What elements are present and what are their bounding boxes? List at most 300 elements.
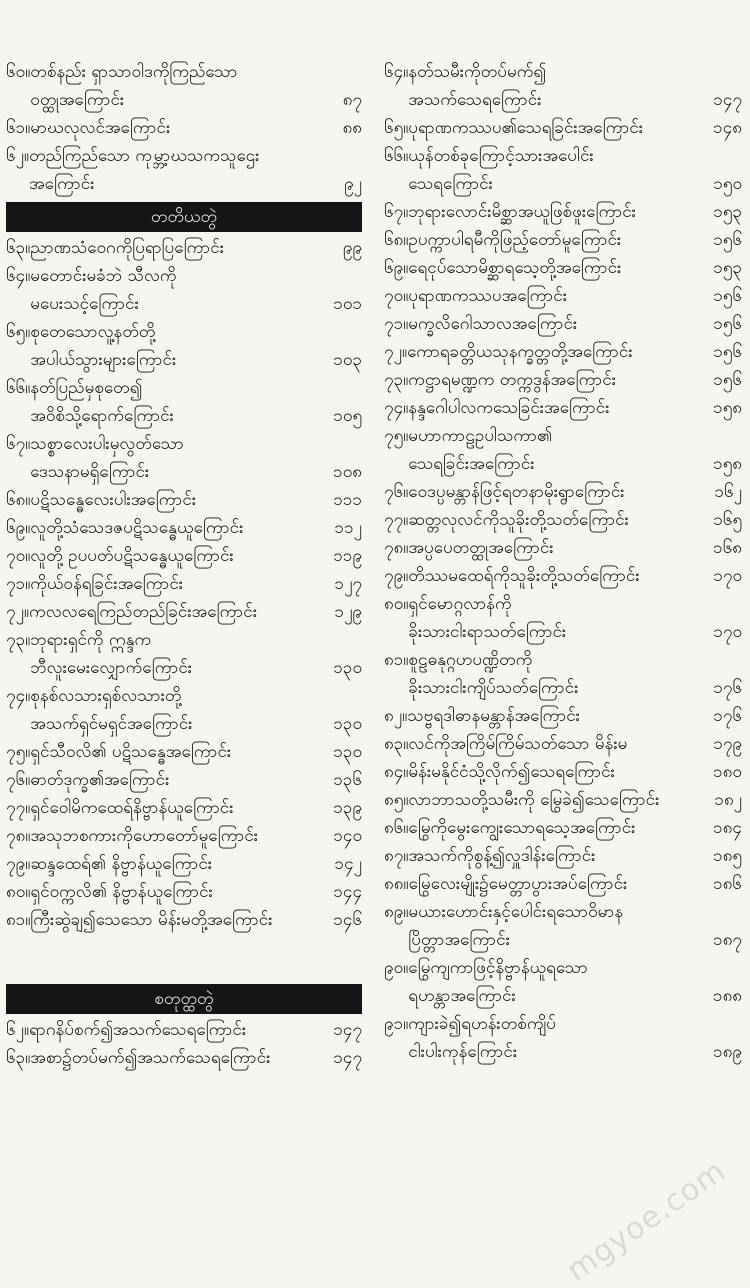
entry-page-number: ၁၈၇ (713, 930, 742, 950)
entry-body (30, 878, 362, 906)
entry-title: ဓာတ်ဒုက္ခ၏အကြောင်း (30, 770, 170, 790)
toc-entry (384, 366, 742, 394)
entry-line (30, 570, 362, 598)
entry-page-number: ၉၂ (344, 174, 362, 194)
entry-page-number: ၁၃၆ (333, 770, 362, 790)
entry-title: မတောင်းမခံဘဲ သီလကို (30, 266, 177, 286)
entry-body (30, 626, 362, 682)
entry-title: သစ္စာလေးပါးမှလွတ်သော (30, 434, 184, 454)
entry-page-number: ၁၁၁ (333, 490, 362, 510)
entry-body (30, 1044, 362, 1072)
entry-number: ၈၉။ (384, 902, 409, 922)
entry-page-number: ၉၉ (342, 238, 362, 258)
toc-entry (384, 478, 742, 506)
entry-title: အပါယ်သွားများကြောင်း (30, 350, 177, 370)
entry-body (29, 142, 362, 198)
entry-number: ၈၀။ (384, 594, 409, 614)
entry-body (30, 58, 362, 114)
entry-line (408, 786, 742, 814)
entry-number: ၇၄။ (384, 398, 409, 418)
entry-number: ၆၂။ (6, 146, 30, 166)
toc-entry (6, 850, 362, 878)
entry-line (30, 626, 362, 654)
entry-body (30, 822, 362, 850)
toc-entry (6, 822, 362, 850)
entry-line (30, 682, 362, 710)
entry-number: ၇၉။ (6, 854, 31, 874)
toc-entry (6, 1044, 362, 1072)
entry-number: ၆၄။ (6, 266, 31, 286)
entry-title: ပြိတ္တာအကြောင်း (408, 930, 510, 950)
entry-page-number: ၁၄၄ (333, 882, 362, 902)
toc-entry (384, 198, 742, 226)
toc-entry (6, 318, 362, 374)
entry-page-number: ၁၈၅ (713, 846, 742, 866)
toc-entry (384, 758, 742, 786)
entry-body (409, 870, 742, 898)
entry-body (408, 254, 742, 282)
entry-page-number: ၁၁၂ (334, 518, 362, 538)
toc-entry (6, 906, 362, 934)
toc-entry (384, 506, 742, 534)
entry-title: ဆန္ဒထေရ်၏ နိဗ္ဗာန်ယူကြောင်း (30, 854, 213, 874)
entry-line (408, 226, 742, 254)
entry-title: အဝိစိသို့ရောက်ကြောင်း (30, 406, 174, 426)
entry-title: ရှင်ဝက္ကလိ၏ နိဗ္ဗာန်ယူကြောင်း (30, 882, 213, 902)
entry-page-number: ၁၃၀ (333, 742, 362, 762)
entry-number: ၇၃။ (6, 630, 31, 650)
entry-number: ၇၀။ (384, 286, 409, 306)
toc-entry (6, 878, 362, 906)
entry-page-number: ၁၁၉ (333, 546, 362, 566)
entry-title: မြွေလေးမျိုး၌မေတ္တာပွားအပ်ကြောင်း (408, 874, 628, 894)
entry-number: ၆၈။ (6, 490, 31, 510)
entry-line (408, 590, 742, 618)
entry-title: မြွေကိုမွေးကျွေးသောရသေ့အကြောင်း (408, 818, 636, 838)
entry-body (30, 234, 362, 262)
toc-entry (384, 842, 742, 870)
entry-body (30, 374, 362, 430)
toc-entry (384, 814, 742, 842)
entry-title: နတ်ပြည်မှစုတေ၍ (30, 378, 143, 398)
entry-line (407, 702, 742, 730)
entry-number: ၈၄။ (384, 762, 409, 782)
entry-title: တည်ကြည်သော ကုမ္ဘာ့ဃသကသူဌေး (29, 146, 260, 166)
entry-line (30, 514, 362, 542)
entry-line (408, 170, 742, 198)
entry-title: ဆတ္တလုလင်ကိုသူခိုးတို့သတ်ကြောင်း (408, 510, 629, 530)
entry-title: ဥပက္ကာပါရမီကိုဖြည့်တော်မူကြောင်း (408, 230, 622, 250)
toc-entry (6, 598, 362, 626)
entry-number: ၆၄။ (384, 62, 409, 82)
entry-number: ၇၄။ (6, 686, 31, 706)
toc-entry (6, 486, 362, 514)
entry-line (30, 430, 362, 458)
entry-body (408, 730, 742, 758)
entry-line (408, 198, 742, 226)
entry-page-number: ၁၈၄ (713, 818, 742, 838)
entry-title: အသုဘစကားကိုဟောတော်မူကြောင်း (30, 826, 259, 846)
entry-line (30, 374, 362, 402)
toc-entry (6, 514, 362, 542)
entry-title: လာဘာသတို့သမီးကို မြွေခဲ၍သေကြောင်း (408, 790, 660, 810)
entry-line (29, 1016, 362, 1044)
entry-body (29, 1016, 362, 1044)
entry-number: ၆၁။ (6, 118, 31, 138)
entry-number: ၇၀။ (6, 546, 31, 566)
entry-body (408, 646, 742, 702)
entry-line (30, 262, 362, 290)
entry-line (408, 478, 742, 506)
toc-entry (384, 338, 742, 366)
toc-entry (6, 794, 362, 822)
entry-line (408, 58, 742, 86)
entry-title: သေရကြောင်း (408, 174, 493, 194)
entry-page-number: ၁၅၆ (713, 314, 742, 334)
entry-line (408, 926, 742, 954)
entry-body (30, 114, 362, 142)
entry-number: ၇၂။ (6, 602, 30, 622)
entry-line (30, 878, 362, 906)
contents-group-2 (6, 234, 362, 934)
entry-page-number: ၁၄၇ (333, 1020, 362, 1040)
entry-body (408, 422, 742, 478)
entry-title: ရဟန္တာအကြောင်း (408, 986, 516, 1006)
entry-line (408, 254, 742, 282)
entry-title: စုတေသောလူ့နတ်တို့ (30, 322, 156, 342)
entry-number: ၇၁။ (6, 574, 31, 594)
entry-title: ပုရာဏကဿပ၏သေရခြင်းအကြောင်း (408, 118, 644, 138)
entry-body (30, 570, 362, 598)
entry-line (408, 982, 742, 1010)
entry-page-number: ၁၇၆ (713, 678, 742, 698)
entry-page-number: ၁၃၉ (333, 798, 362, 818)
entry-body (408, 954, 742, 1010)
toc-entry (6, 142, 362, 198)
entry-title: အစာ၌တပ်မက်၍အသက်သေရကြောင်း (30, 1048, 271, 1068)
entry-title: ကောရခတ္တိယသုနက္ခတ္တတို့အကြောင်း (407, 342, 633, 362)
toc-entry (384, 422, 742, 478)
entry-number: ၆၇။ (6, 434, 31, 454)
entry-line (408, 86, 742, 114)
entry-line (408, 366, 742, 394)
entry-title: ကြီးဆွဲချ၍သေသော မိန်းမတို့အကြောင်း (30, 910, 273, 930)
entry-body (408, 142, 742, 198)
entry-line (30, 906, 362, 934)
toc-entry (384, 702, 742, 730)
entry-line (408, 114, 742, 142)
toc-entry (6, 430, 362, 486)
entry-body (408, 786, 742, 814)
entry-page-number: ၁၀၈ (333, 462, 362, 482)
entry-number: ၆၆။ (384, 146, 409, 166)
entry-title: ရှင်သီဝလိ၏ ပဋိသန္ဓေအကြောင်း (30, 742, 232, 762)
entry-line (408, 842, 742, 870)
right-column (384, 58, 742, 1066)
entry-body (408, 842, 742, 870)
entry-page-number: ၁၅၀ (713, 174, 742, 194)
entry-title: ဝေဒပ္ပမန္တာန်ဖြင့်ရတနာမိုးရွာကြောင်း (408, 482, 625, 502)
entry-page-number: ၁၅၈ (713, 454, 742, 474)
entry-title: ရှင်မောဂ္ဂလာန်ကို (408, 594, 512, 614)
entry-title: ညာဏသံဝေဂကိုပြရာပြကြောင်း (30, 238, 225, 258)
entry-number: ၇၈။ (6, 826, 31, 846)
entry-body (30, 766, 362, 794)
entry-line (30, 822, 362, 850)
entry-title: အသက်သေရကြောင်း (408, 90, 542, 110)
entry-title: ဝတ္ထုအကြောင်း (30, 90, 125, 110)
entry-title: ဘီလူးမေးလျှောက်ကြောင်း (30, 658, 193, 678)
entry-page-number: ၁၂၉ (334, 602, 362, 622)
entry-line (30, 234, 362, 262)
entry-body (30, 738, 362, 766)
entry-number: ၈၅။ (384, 790, 409, 810)
watermark: mgyoe.com (560, 1153, 732, 1288)
entry-number: ၈၂။ (384, 706, 408, 726)
toc-entry (6, 234, 362, 262)
toc-entry (384, 954, 742, 1010)
entry-line (30, 710, 362, 738)
entry-number: ၇၂။ (384, 342, 408, 362)
entry-body (408, 814, 742, 842)
entry-title: လင်ကိုအကြိမ်ကြိမ်သတ်သော မိန်းမ (408, 734, 628, 754)
entry-title: ဒေသနာမရှိကြောင်း (30, 462, 150, 482)
entry-number: ၈၇။ (384, 846, 409, 866)
entry-line (30, 458, 362, 486)
entry-number: ၇၆။ (6, 770, 31, 790)
entry-line (30, 654, 362, 682)
entry-title: တိဿမထေရ်ကိုသူခိုးတို့သတ်ကြောင်း (408, 566, 640, 586)
entry-number: ၆၈။ (384, 230, 409, 250)
entry-line (30, 86, 362, 114)
entry-page-number: ၁၃၀ (333, 714, 362, 734)
toc-entry (6, 58, 362, 114)
toc-entry (6, 766, 362, 794)
entry-line (408, 814, 742, 842)
entry-title: ယုန်တစ်ခုကြောင့်သားအပေါင်း (408, 146, 594, 166)
entry-title: အသက်ရှင်မရှင်အကြောင်း (30, 714, 193, 734)
entry-body (30, 794, 362, 822)
entry-body (408, 114, 742, 142)
entry-body (30, 542, 362, 570)
entry-page-number: ၁၈၂ (714, 790, 742, 810)
entry-body (30, 514, 362, 542)
entry-line (30, 114, 362, 142)
entry-page-number: ၁၅၆ (713, 342, 742, 362)
entry-number: ၆၉။ (384, 258, 409, 278)
entry-number: ၆၇။ (384, 202, 409, 222)
entry-number: ၈၈။ (384, 874, 409, 894)
entry-line (408, 674, 742, 702)
entry-number: ၆၆။ (6, 378, 31, 398)
entry-title: ပုရာဏကဿပအကြောင်း (408, 286, 568, 306)
entry-line (30, 1044, 362, 1072)
entry-title: သဗ္ဗရဒါဓာနမန္တာန်အကြောင်း (407, 706, 580, 726)
entry-body (408, 534, 742, 562)
entry-page-number: ၁၃၀ (333, 658, 362, 678)
entry-line (408, 1038, 742, 1066)
entry-page-number: ၁၇၆ (713, 706, 742, 726)
toc-entry (384, 226, 742, 254)
left-column (6, 58, 362, 1072)
entry-line (408, 954, 742, 982)
entry-number: ၇၇။ (6, 798, 31, 818)
entry-page-number: ၁၈၆ (713, 874, 742, 894)
entry-number: ၉၁။ (384, 1014, 409, 1034)
entry-page-number: ၁၆၂ (714, 482, 742, 502)
entry-number: ၇၅။ (6, 742, 31, 762)
entry-body (408, 58, 742, 114)
entry-page-number: ၁၇၉ (713, 734, 742, 754)
entry-body (408, 898, 742, 954)
entry-page-number: ၁၇၀ (713, 622, 742, 642)
entry-body (408, 590, 742, 646)
entry-line (408, 506, 742, 534)
entry-number: ၈၀။ (6, 882, 31, 902)
entry-page-number: ၁၆၅ (713, 510, 742, 530)
toc-entry (384, 870, 742, 898)
toc-entry (384, 254, 742, 282)
toc-entry (6, 1016, 362, 1044)
entry-line (30, 290, 362, 318)
entry-body (30, 906, 362, 934)
entry-number: ၈၃။ (384, 734, 409, 754)
entry-title: လူတို့ ဥပပတ်ပဋိသန္ဓေယူကြောင်း (30, 546, 234, 566)
entry-body (408, 366, 742, 394)
entry-body (408, 282, 742, 310)
entry-title: မာဃလုလင်အကြောင်း (30, 118, 171, 138)
entry-page-number: ၁၅၆ (713, 286, 742, 306)
toc-entry (6, 626, 362, 682)
entry-page-number: ၁၄၆ (333, 910, 362, 930)
entry-title: ကိုယ်ဝန်ရခြင်းအကြောင်း (30, 574, 184, 594)
section-header-fourth-volume: စတုတ္ထတွဲ (6, 984, 362, 1014)
toc-entry (6, 542, 362, 570)
entry-number: ၆၂။ (6, 1020, 30, 1040)
entry-line (408, 422, 742, 450)
entry-body (408, 506, 742, 534)
entry-page-number: ၁၈၈ (713, 986, 742, 1006)
entry-line (30, 766, 362, 794)
entry-page-number: ၁၀၃ (333, 350, 362, 370)
entry-line (29, 598, 362, 626)
entry-page-number: ၁၄၂ (334, 854, 362, 874)
entry-page-number: ၈၇ (342, 90, 362, 110)
entry-title: အပ္ပပေတတ္ထုအကြောင်း (408, 538, 554, 558)
entry-number: ၉၀။ (384, 958, 409, 978)
entry-number: ၈၁။ (384, 650, 409, 670)
entry-line (408, 310, 742, 338)
toc-entry (384, 730, 742, 758)
entry-line (407, 338, 742, 366)
entry-title: လူတို့သံသေဒဇပဋိသန္ဓေယူကြောင်း (30, 518, 244, 538)
entry-title: ကလလရေကြည်တည်ခြင်းအကြောင်း (29, 602, 258, 622)
toc-entry (384, 1010, 742, 1066)
entry-body (408, 478, 742, 506)
entry-title: ရာဂနိပ်စက်၍အသက်သေရကြောင်း (29, 1020, 247, 1040)
entry-title: ပဋိသန္ဓေလေးပါးအကြောင်း (30, 490, 197, 510)
entry-line (408, 562, 742, 590)
entry-line (408, 758, 742, 786)
entry-page-number: ၁၄၇ (333, 1048, 362, 1068)
entry-line (30, 794, 362, 822)
toc-entry (6, 114, 362, 142)
entry-number: ၆၉။ (6, 518, 31, 538)
entry-page-number: ၁၅၃ (713, 258, 742, 278)
entry-line (408, 646, 742, 674)
entry-line (408, 618, 742, 646)
entry-title: သေရခြင်းအကြောင်း (408, 454, 535, 474)
entry-title: မပေးသင့်ကြောင်း (30, 294, 139, 314)
toc-entry (6, 682, 362, 738)
toc-entry (384, 562, 742, 590)
entry-title: ကျားခဲ၍ရဟန်းတစ်ကျိပ် (408, 1014, 556, 1034)
toc-entry (384, 310, 742, 338)
entry-line (409, 870, 742, 898)
entry-body (408, 1010, 742, 1066)
toc-entry (384, 646, 742, 702)
entry-body (408, 198, 742, 226)
entry-line (30, 850, 362, 878)
toc-entry (384, 114, 742, 142)
toc-entry (6, 262, 362, 318)
entry-title: ငါးပါးကုန်ကြောင်း (408, 1042, 518, 1062)
entry-page-number: ၁၅၆ (713, 230, 742, 250)
entry-number: ၇၇။ (384, 510, 409, 530)
toc-entry (384, 898, 742, 954)
entry-line (408, 534, 742, 562)
toc-entry (384, 142, 742, 198)
entry-page-number: ၁၈၀ (713, 762, 742, 782)
toc-entry (384, 394, 742, 422)
toc-entry (384, 58, 742, 114)
entry-page-number: ၁၄၇ (713, 90, 742, 110)
entry-number: ၈၁။ (6, 910, 31, 930)
entry-line (408, 282, 742, 310)
toc-entry (6, 738, 362, 766)
entry-title: မိန်းမနိုင်ငံသို့လိုက်၍သေရကြောင်း (408, 762, 615, 782)
entry-page-number: ၁၀၅ (333, 406, 362, 426)
entry-line (30, 402, 362, 430)
entry-page-number: ၁၀၁ (333, 294, 362, 314)
entry-body (30, 262, 362, 318)
entry-number: ၇၅။ (384, 426, 409, 446)
entry-body (30, 430, 362, 486)
section-header-third-volume: တတိယတွဲ (6, 202, 362, 232)
entry-page-number: ၁၄၈ (713, 118, 742, 138)
entry-page-number: ၁၆၈ (713, 538, 742, 558)
entry-body (30, 682, 362, 738)
entry-number: ၆၅။ (6, 322, 31, 342)
entry-number: ၇၉။ (384, 566, 409, 586)
entry-line (30, 486, 362, 514)
entry-title: ကဋ္ဌာရမဏ္ဍက တက္ကဒွန်အကြောင်း (408, 370, 617, 390)
entry-page-number: ၁၅၈ (713, 398, 742, 418)
entry-number: ၈၆။ (384, 818, 409, 838)
entry-number: ၆၅။ (384, 118, 409, 138)
entry-body (408, 310, 742, 338)
entry-body (30, 318, 362, 374)
entry-line (408, 898, 742, 926)
contents-group-1 (6, 58, 362, 198)
entry-number: ၆၀။ (6, 62, 31, 82)
entry-body (408, 758, 742, 786)
entry-body (408, 562, 742, 590)
entry-page-number: ၁၅၆ (713, 370, 742, 390)
entry-title: ခိုးသားငါးရာသတ်ကြောင်း (408, 622, 567, 642)
entry-title: မြွေကျကာဖြင့်နိဗ္ဗာန်ယူရသော (408, 958, 588, 978)
toc-entry (384, 786, 742, 814)
